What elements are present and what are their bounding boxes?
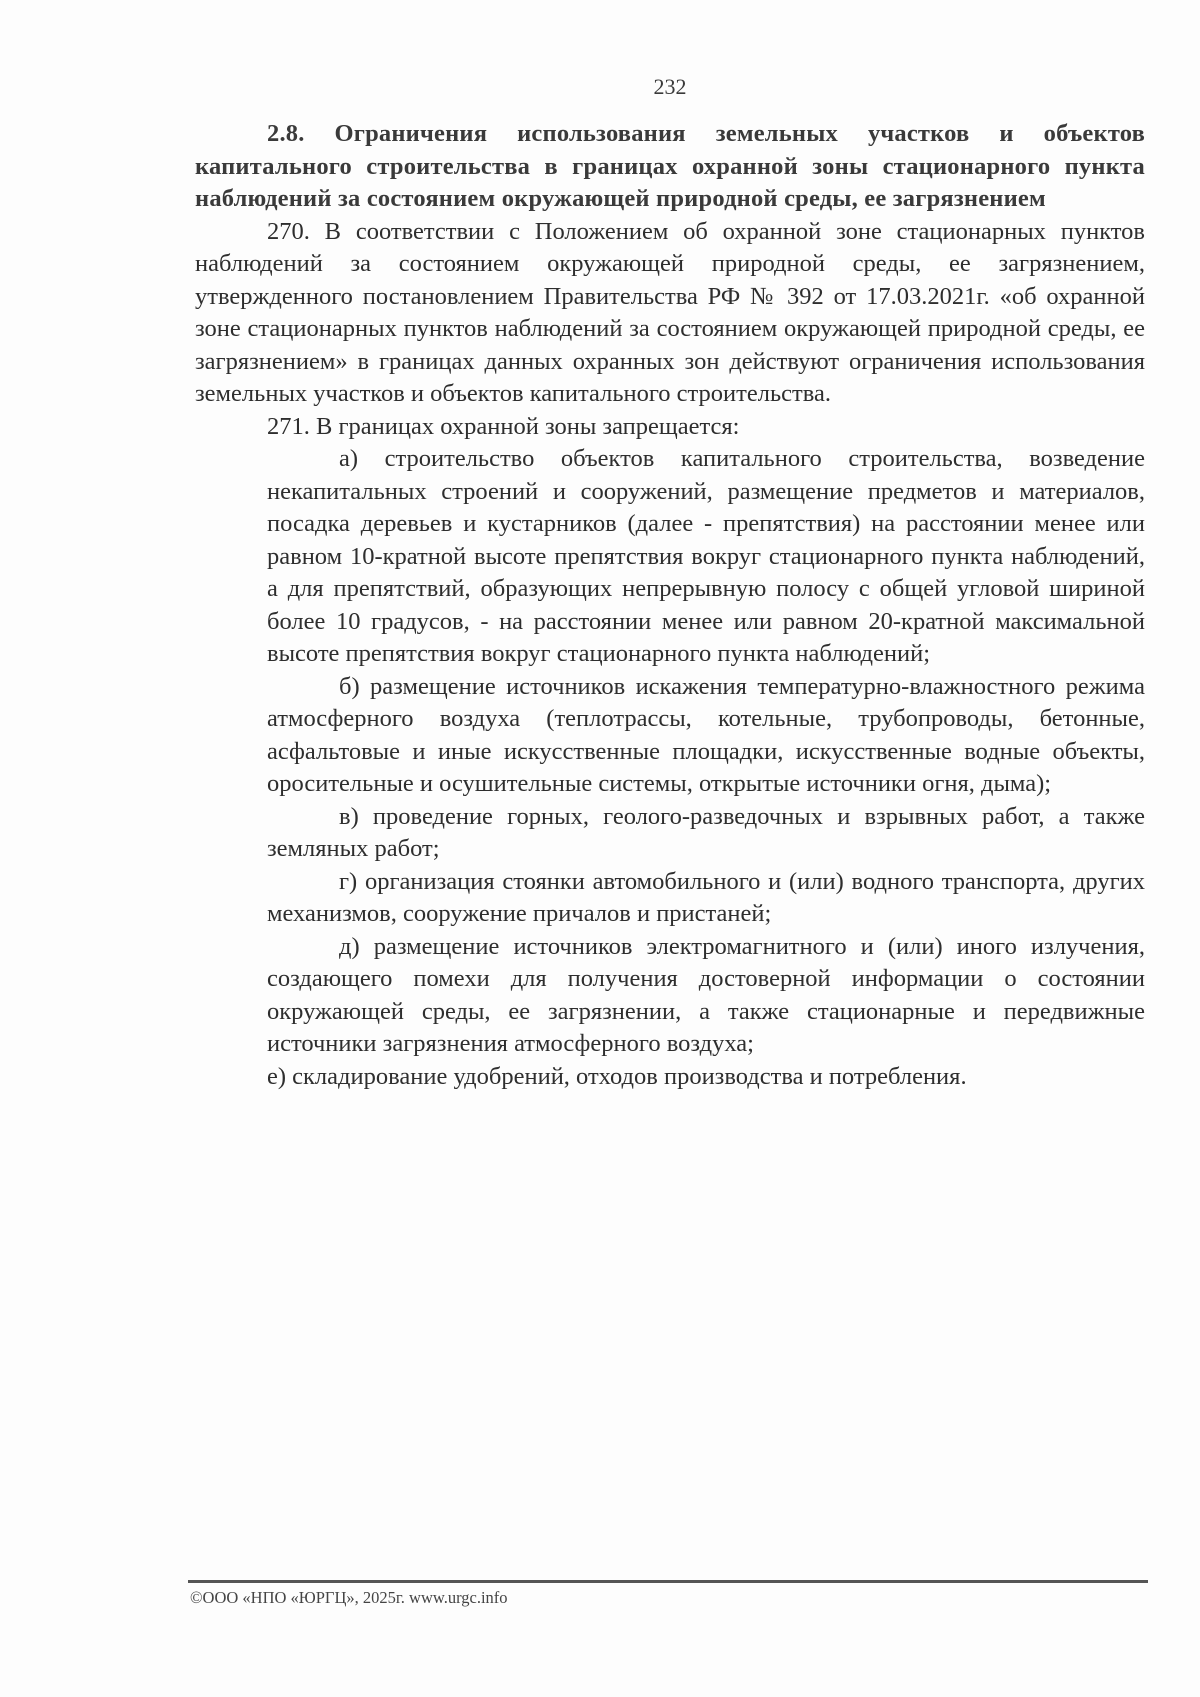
footer-divider (188, 1580, 1148, 1583)
paragraph-271: 271. В границах охранной зоны запрещается: (267, 412, 740, 440)
paragraph-270: 270. В соответствии с Положением об охранной зоне стационарных пунктов наблюдений за состоянием окружающей природной среды, ее загрязнением, утвержденного постановлением Правительства РФ № 392 от 17.03.2021г. «об охранной зоне стационарных пунктов наблюдений за состоянием окружающей природной среды, ее загрязнением» в границах данных охранных зон действуют ограничения использования земельных участков и объектов капитального строительства. (195, 217, 1145, 407)
list-item-a: а) строительство объектов капитального строительства, возведение некапитальных строений и сооружений, размещение предметов и материалов, посадка деревьев и кустарников (далее - препятствия) на расстоянии менее или равном 10-кратной высоте препятствия вокруг стационарного пункта наблюдений, а для препятствий, образующих непрерывную полосу с общей угловой шириной более 10 градусов, - на расстоянии менее или равном 20-кратной максимальной высоте препятствия вокруг стационарного пункта наблюдений; (267, 445, 1145, 667)
document-body (195, 118, 1145, 1093)
footer-copyright: ©ООО «НПО «ЮРГЦ», 2025г. www.urgc.info (190, 1588, 508, 1607)
list-item-b: б) размещение источников искажения температурно-влажностного режима атмосферного воздуха (теплотрассы, котельные, трубопроводы, бетонные, асфальтовые и иные искусственные площадки, искусственные водные объекты, оросительные и осушительные системы, открытые источники огня, дыма); (267, 672, 1145, 797)
list-item-v: в) проведение горных, геолого-разведочных и взрывных работ, а также земляных работ; (267, 802, 1145, 862)
page-number: 232 (653, 74, 687, 99)
section-heading: 2.8. Ограничения использования земельных участков и объектов капитального строительства в границах охранной зоны стационарного пункта наблюдений за состоянием окружающей природной среды, ее загрязнением (195, 120, 1145, 212)
list-item-g: г) организация стоянки автомобильного и (или) водного транспорта, других механизмов, сооружение причалов и пристаней; (267, 867, 1145, 927)
list-item-e: е) складирование удобрений, отходов производства и потребления. (267, 1062, 967, 1090)
list-item-d: д) размещение источников электромагнитного и (или) иного излучения, создающего помехи для получения достоверной информации о состоянии окружающей среды, ее загрязнении, а также стационарные и передвижные источники загрязнения атмосферного воздуха; (267, 932, 1145, 1057)
